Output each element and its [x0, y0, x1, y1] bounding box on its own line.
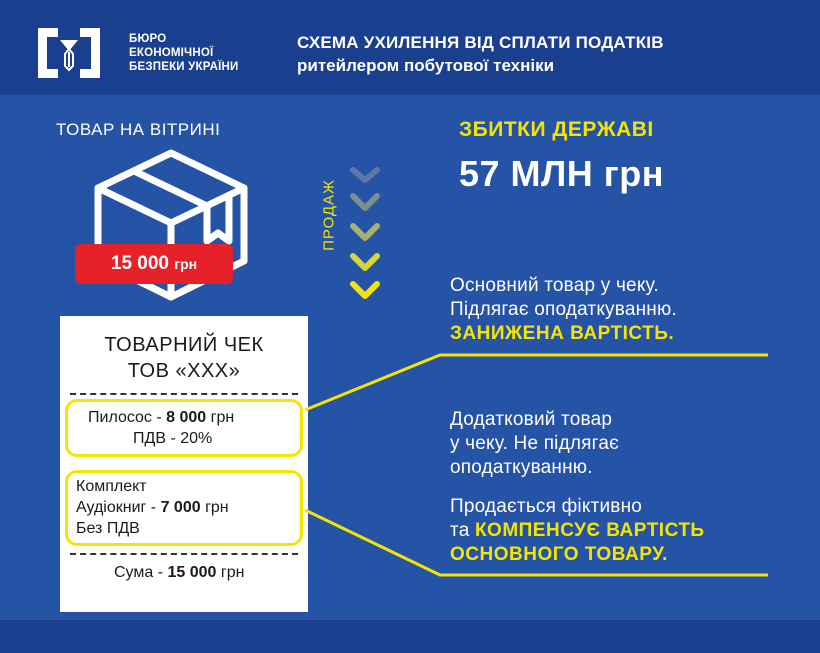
- item2-line1: Комплект: [76, 478, 147, 495]
- item2-price: 7 000: [160, 499, 201, 516]
- divider: [70, 393, 298, 395]
- item2-line: [76, 499, 229, 517]
- footer-bar: [0, 620, 820, 653]
- org-line: БЕЗПЕКИ УКРАЇНИ: [129, 61, 239, 73]
- price-tag: [75, 244, 233, 284]
- desc-line: Основний товар у чеку.: [450, 275, 659, 296]
- desc-line: [450, 519, 705, 543]
- org-line: БЮРО: [129, 33, 167, 45]
- desc-line: оподаткуванню.: [450, 457, 593, 478]
- total-value: 15 000: [167, 564, 217, 581]
- item2-name: Аудіокниг -: [76, 499, 161, 516]
- page-subtitle: ритейлером побутової техніки: [297, 56, 555, 75]
- receipt-company: ТОВ «ХХХ»: [127, 360, 241, 382]
- desc-highlight: ОСНОВНОГО ТОВАРУ.: [450, 544, 668, 565]
- receipt-title: ТОВАРНИЙ ЧЕК: [104, 334, 264, 356]
- price-value: 15 000: [110, 253, 169, 274]
- item1-name: Пилосос -: [88, 409, 167, 426]
- ebu-logo-icon: [36, 26, 102, 80]
- main-item-description: [450, 274, 677, 346]
- fictitious-sale-description: [450, 495, 705, 567]
- desc-line: Додатковий товар: [450, 409, 613, 430]
- additional-item-description: [450, 408, 619, 480]
- total-label: Сума -: [114, 564, 168, 581]
- divider: [70, 553, 298, 555]
- item1-unit: грн: [206, 409, 235, 426]
- item2-vat: Без ПДВ: [76, 520, 140, 537]
- connector-line-main: [305, 355, 768, 410]
- loss-label: ЗБИТКИ ДЕРЖАВІ: [459, 118, 654, 141]
- page-title: СХЕМА УХИЛЕННЯ ВІД СПЛАТИ ПОДАТКІВ: [297, 33, 664, 52]
- item1-highlight: [65, 399, 303, 457]
- desc-line: у чеку. Не підлягає: [450, 433, 620, 454]
- sale-label: [319, 167, 339, 262]
- price-unit: грн: [174, 256, 198, 272]
- total-unit: грн: [216, 564, 245, 581]
- organization-name: [129, 32, 238, 74]
- desc-line: Продається фіктивно: [450, 496, 643, 517]
- desc-highlight: КОМПЕНСУЄ ВАРТІСТЬ: [474, 520, 705, 541]
- loss-value: 57 МЛН грн: [459, 153, 665, 194]
- item1-price: 8 000: [166, 409, 207, 426]
- item1-vat: ПДВ - 20%: [133, 430, 213, 447]
- item1-line: [88, 409, 234, 427]
- showcase-label: ТОВАР НА ВІТРИНІ: [56, 120, 221, 139]
- header-bar: [0, 0, 820, 95]
- receipt: [60, 316, 308, 612]
- chevron-down-icon: [347, 166, 383, 302]
- org-line: ЕКОНОМІЧНОЇ: [129, 47, 214, 59]
- desc-line: Підлягає оподаткуванню.: [450, 299, 677, 320]
- desc-prefix: та: [450, 520, 475, 541]
- total-line: [114, 564, 244, 582]
- item2-unit: грн: [200, 499, 229, 516]
- sale-text: ПРОДАЖ: [320, 178, 338, 251]
- desc-highlight: ЗАНИЖЕНА ВАРТІСТЬ.: [450, 323, 675, 344]
